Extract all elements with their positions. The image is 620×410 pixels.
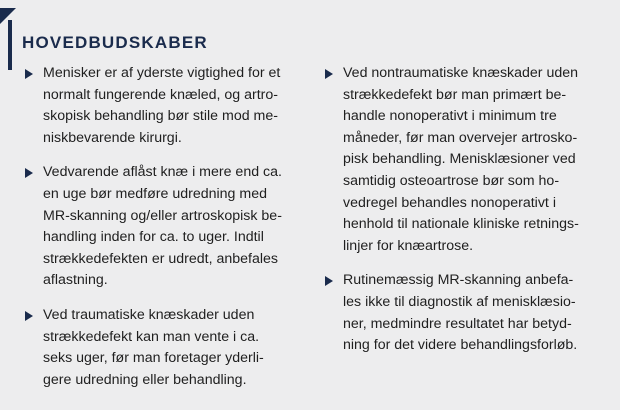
list-item: [22, 162, 308, 292]
list-item-text: Ved traumatiske knæskader uden strækkedefekt kan man vente i ca. seks uger, før man foretager yderli- gere udredning eller behandling.: [43, 306, 264, 388]
list-item: [322, 63, 610, 257]
list-item: [22, 63, 308, 149]
list-item: [22, 305, 308, 391]
left-column: [22, 63, 308, 404]
triangle-bullet-icon: [25, 168, 33, 178]
list-item-text: Vedvarende aflåst knæ i mere end ca. en uge bør medføre udredning med MR-skanning og/eller artroskopisk be- handling inden for ca. to uger. Indtil strækkedefekten er udredt, anbefales aflastning.: [43, 164, 282, 289]
triangle-bullet-icon: [25, 69, 33, 79]
header-accent-bar: [8, 20, 12, 70]
list-item-text: Rutinemæssig MR-skanning anbefa- les ikke til diagnostik af menisklæsio- ner, medmindre resultatet har betyd- ning for det videre behandlingsforløb.: [343, 272, 578, 354]
list-item-text: Menisker er af yderste vigtighed for et normalt fungerende knæled, og artro- skopisk behandling bør stile mod me- niskbevarende kirurgi.: [43, 65, 281, 146]
triangle-bullet-icon: [25, 311, 33, 321]
triangle-bullet-icon: [325, 276, 333, 286]
triangle-bullet-icon: [325, 69, 333, 79]
list-item: [322, 270, 610, 356]
box-title: HOVEDBUDSKABER: [22, 33, 208, 52]
list-item-text: Ved nontraumatiske knæskader uden strækkedefekt bør man primært be- handle nonoperativt i minimum tre måneder, før man overvejer artrosko- pisk behandling. Menisklæsioner ved samtidig osteoartrose bør som ho- vedregel behandles nonoperativt i henhold til nationale kliniske retnings- linjer for knæartrose.: [343, 65, 579, 254]
right-column: [322, 63, 610, 370]
